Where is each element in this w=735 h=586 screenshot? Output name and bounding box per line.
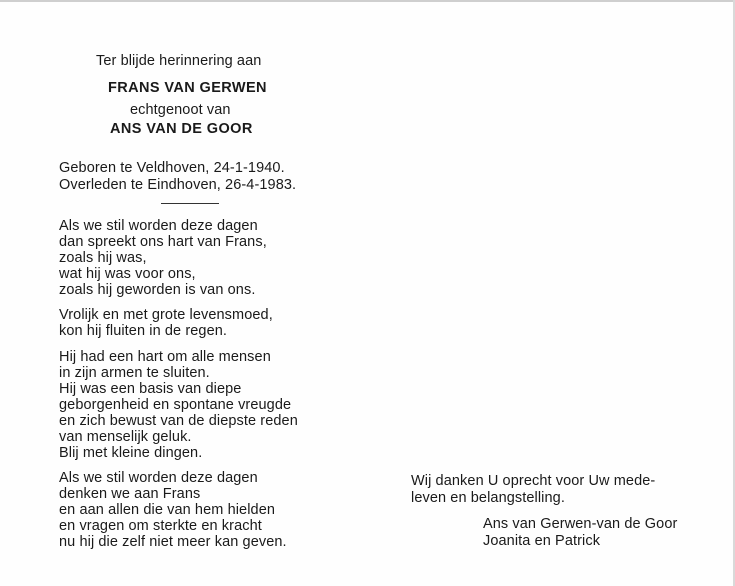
death-line: Overleden te Eindhoven, 26-4-1983. (59, 177, 297, 193)
poem-line: kon hij fluiten in de regen. (59, 323, 228, 339)
poem-line: Als we stil worden deze dagen (59, 218, 258, 234)
poem-line: dan spreekt ons hart van Frans, (59, 234, 267, 250)
poem-line: Blij met kleine dingen. (59, 445, 203, 461)
poem-line: nu hij die zelf niet meer kan geven. (59, 534, 287, 550)
birth-line: Geboren te Veldhoven, 24-1-1940. (59, 160, 285, 176)
poem-line: en vragen om sterkte en kracht (59, 518, 262, 534)
poem-stanza-1 (59, 218, 267, 298)
thanks-line-2: leven en belangstelling. (411, 490, 565, 506)
poem-line: in zijn armen te sluiten. (59, 365, 210, 381)
poem-line: Hij had een hart om alle mensen (59, 349, 271, 365)
poem-stanza-3 (59, 349, 298, 461)
signature-line-2: Joanita en Patrick (483, 533, 601, 549)
poem-line: zoals hij was, (59, 250, 147, 266)
poem-line: geborgenheid en spontane vreugde (59, 397, 292, 413)
poem-line: zoals hij geworden is van ons. (59, 282, 256, 298)
intro-text: Ter blijde herinnering aan (96, 53, 262, 69)
poem-line: wat hij was voor ons, (59, 266, 196, 282)
deceased-name: FRANS VAN GERWEN (108, 80, 267, 96)
thanks-line-1: Wij danken U oprecht voor Uw mede- (411, 473, 656, 489)
relation-text: echtgenoot van (130, 102, 231, 118)
spouse-name: ANS VAN DE GOOR (110, 121, 253, 137)
poem-line: en zich bewust van de diepste reden (59, 413, 298, 429)
poem-stanza-4 (59, 470, 287, 550)
signature-line-1: Ans van Gerwen-van de Goor (483, 516, 678, 532)
divider-line (161, 203, 219, 204)
poem-line: Hij was een basis van diepe (59, 381, 242, 397)
poem-line: en aan allen die van hem hielden (59, 502, 276, 518)
poem-stanza-2 (59, 307, 273, 339)
poem-line: Vrolijk en met grote levensmoed, (59, 307, 273, 323)
poem-line: van menselijk geluk. (59, 429, 192, 445)
poem-line: Als we stil worden deze dagen (59, 470, 258, 486)
card-edge-top (0, 0, 735, 2)
poem-line: denken we aan Frans (59, 486, 201, 502)
